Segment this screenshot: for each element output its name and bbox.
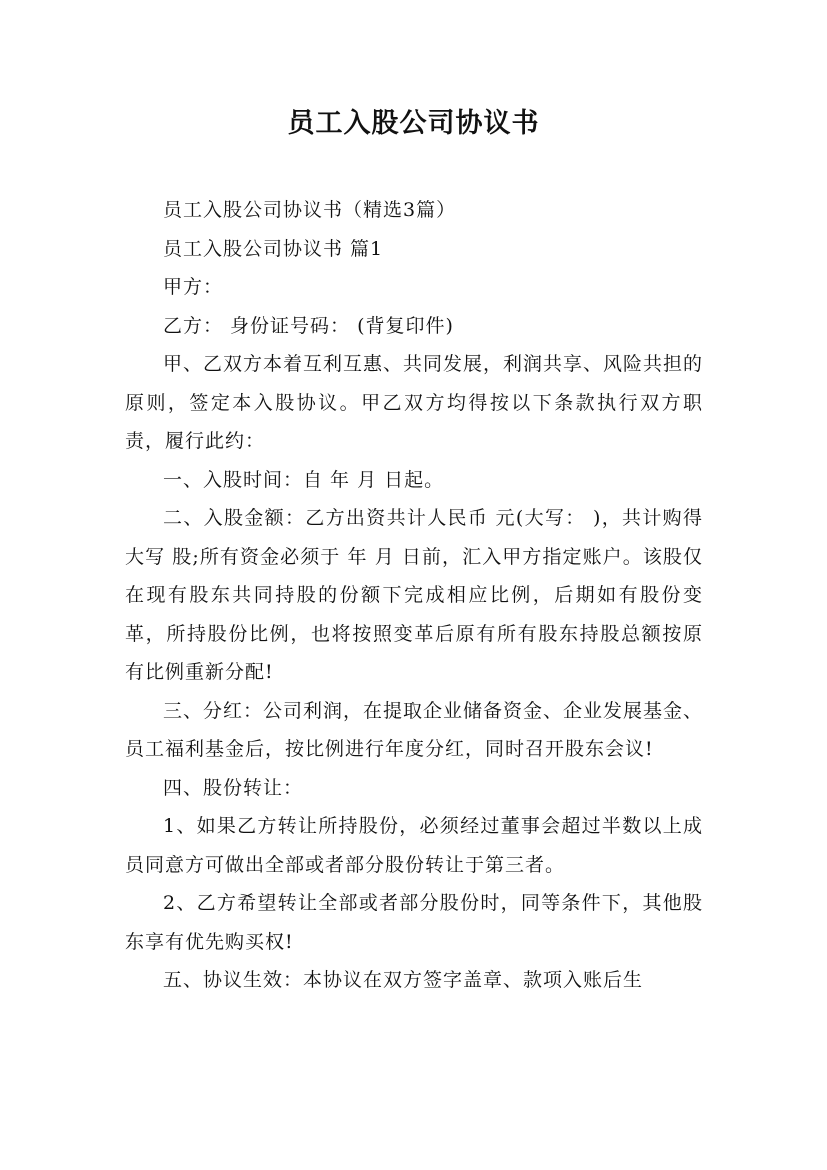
- paragraph-subtitle: 员工入股公司协议书（精选3篇）: [163, 199, 457, 221]
- paragraph-party-b: 乙方： 身份证号码： (背复印件): [163, 314, 454, 337]
- document-title: 员工入股公司协议书: [287, 108, 540, 139]
- paragraph-clause-3: 三、分红：公司利润，在提取企业储备资金、企业发展基金、员工福利基金后，按比例进行年度分红，同时召开股东会议!: [125, 699, 704, 760]
- paragraph-clause-4-item-2: 2、乙方希望转让全部或者部分股份时，同等条件下，其他股东享有优先购买权!: [125, 892, 703, 953]
- paragraph-clause-2: 二、入股金额：乙方出资共计人民币 元(大写： )，共计购得 大写 股;所有资金必须于 年 月 日前，汇入甲方指定账户。该股仅在现有股东共同持股的份额下完成相应比例，后期如有股份变革，所持股份比例，也将按照变革后原有所有股东持股总额按原有比例重新分配!: [125, 507, 703, 683]
- paragraph-clause-1: 一、入股时间：自 年 月 日起。: [163, 468, 445, 491]
- paragraph-preamble: 甲、乙双方本着互利互惠、共同发展，利润共享、风险共担的原则，签定本入股协议。甲乙双方均得按以下条款执行双方职责，履行此约：: [125, 353, 704, 452]
- paragraph-clause-4: 四、股份转让：: [163, 776, 304, 799]
- paragraph-clause-4-item-1: 1、如果乙方转让所持股份，必须经过董事会超过半数以上成员同意方可做出全部或者部分股份转让于第三者。: [125, 815, 703, 876]
- document-body: [125, 191, 703, 1000]
- paragraph-clause-5: 五、协议生效：本协议在双方签字盖章、款项入账后生: [163, 969, 644, 991]
- paragraph-section-heading: 员工入股公司协议书 篇1: [163, 237, 384, 260]
- paragraph-party-a: 甲方：: [163, 276, 224, 298]
